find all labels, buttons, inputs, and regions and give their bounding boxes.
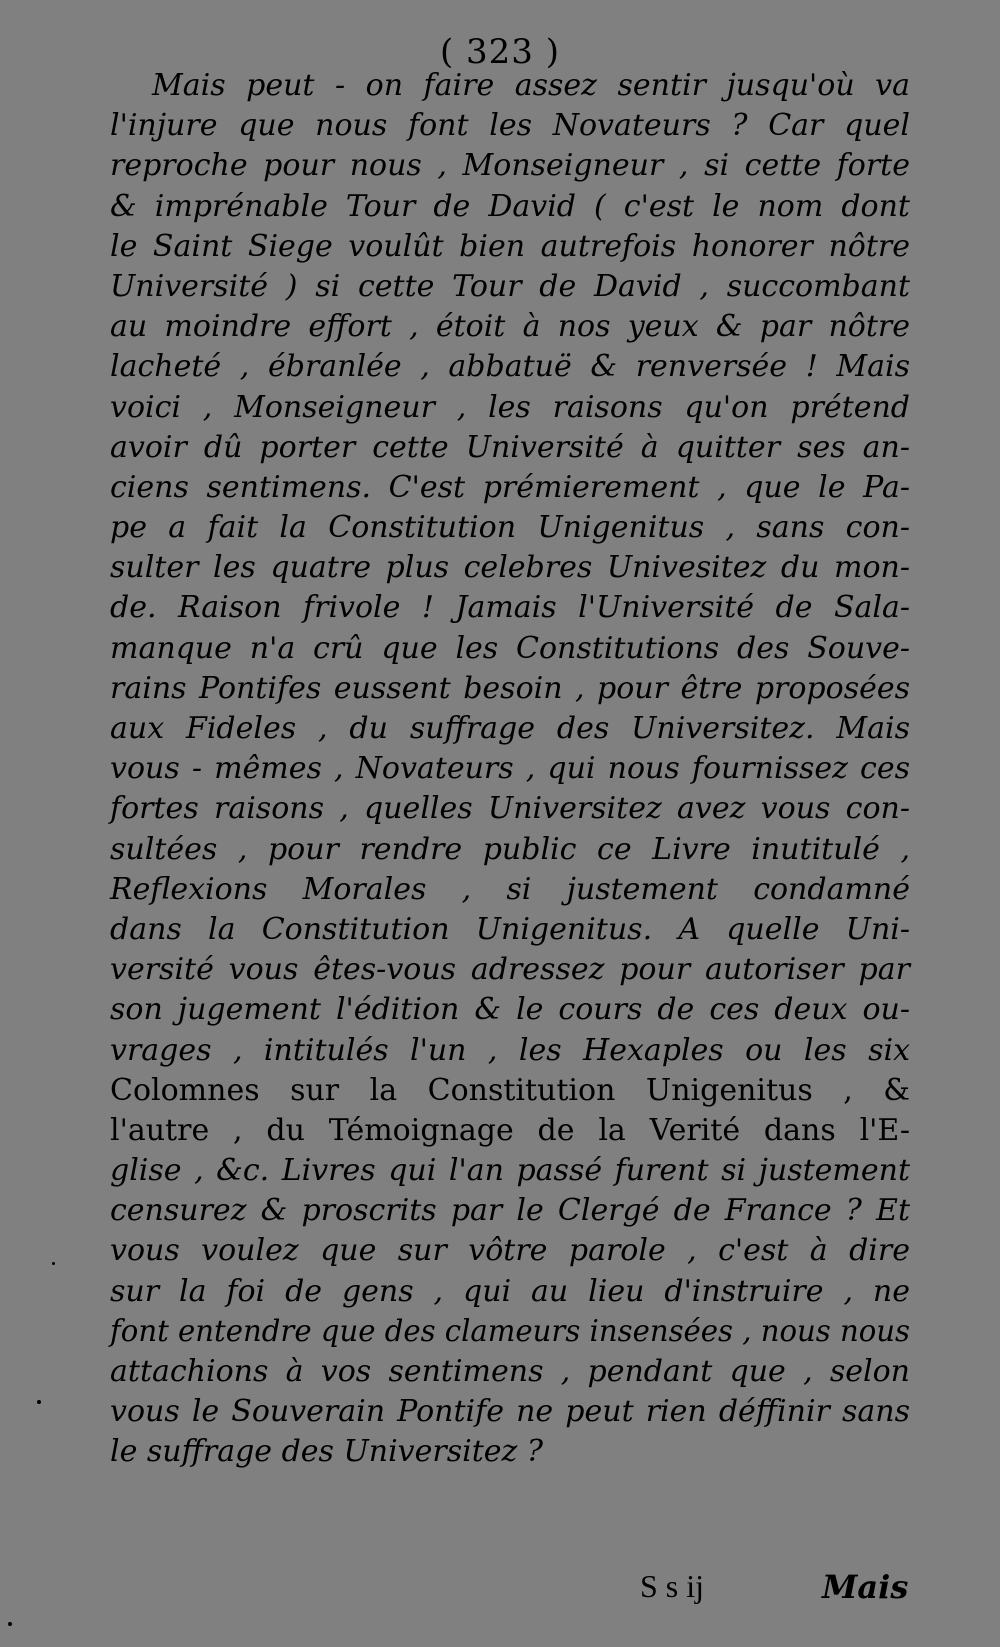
text-line: de. Raison frivole ! Jamais l'Université de Sala-: [110, 590, 910, 626]
text-line: attachions à vos sentimens , pendant que , selon: [110, 1354, 910, 1389]
text-line: au moindre effort , étoit à nos yeux & par nôtre: [110, 309, 910, 345]
text-line: pe a fait la Constitution Unigenitus , sans con-: [110, 510, 910, 546]
text-line: lacheté , ébranlée , abbatuë & renversée ! Mais: [110, 349, 910, 385]
text-line: le suffrage des Universitez ?: [110, 1434, 543, 1470]
text-line: son jugement l'édition & le cours de ces deux ou-: [110, 992, 910, 1028]
text-line: glise , &c. Livres qui l'an passé furent si justement: [110, 1153, 910, 1189]
ink-speck: [37, 1400, 41, 1404]
text-line: versité vous êtes-vous adressez pour autoriser par: [110, 952, 910, 988]
text-line: reproche pour nous , Monseigneur , si cette forte: [110, 148, 910, 184]
text-line: sulter les quatre plus celebres Univesitez du mon-: [110, 550, 910, 586]
text-line: fortes raisons , quelles Universitez avez vous con-: [110, 791, 910, 827]
text-line: aux Fideles , du suffrage des Universitez. Mais: [110, 711, 910, 746]
text-line: Mais peut - on faire assez sentir jusqu'où va: [152, 68, 910, 103]
page-footer: [0, 1568, 1000, 1618]
text-line: Université ) si cette Tour de David , succombant: [110, 268, 910, 304]
text-line: censurez & proscrits par le Clergé de France ? Et: [110, 1193, 910, 1229]
catchword: Mais: [822, 1568, 909, 1606]
text-line: Colomnes sur la Constitution Unigenitus , &: [110, 1072, 910, 1108]
text-line: vous - mêmes , Novateurs , qui nous fournissez ces: [110, 751, 910, 787]
text-line: font entendre que des clameurs insensées , nous nous: [110, 1313, 910, 1349]
ink-speck: [52, 1262, 55, 1265]
text-line: Reflexions Morales , si justement condamné: [110, 871, 910, 907]
text-line: vous le Souverain Pontife ne peut rien déffinir sans: [110, 1394, 910, 1430]
text-line: manque n'a crû que les Constitutions des Souve-: [110, 630, 910, 666]
ink-speck: [8, 1622, 12, 1626]
text-line: sur la foi de gens , qui au lieu d'instruire , ne: [110, 1273, 910, 1309]
text-line: vous voulez que sur vôtre parole , c'est à dire: [110, 1233, 910, 1269]
text-line: l'autre , du Témoignage de la Verité dans l'E-: [110, 1112, 910, 1148]
text-line: le Saint Siege voulût bien autrefois honorer nôtre: [110, 228, 910, 264]
text-line: sultées , pour rendre public ce Livre inutitulé ,: [110, 831, 910, 867]
text-line: ciens sentimens. C'est prémierement , que le Pa-: [110, 469, 910, 505]
signature-mark: S s ij: [640, 1568, 705, 1604]
text-line: l'injure que nous font les Novateurs ? Car quel: [110, 108, 910, 144]
text-line: & imprénable Tour de David ( c'est le nom dont: [110, 188, 910, 224]
body-text: [110, 66, 910, 1473]
text-line: vrages , intitulés l'un , les Hexaples ou les six: [110, 1032, 910, 1068]
text-line: voici , Monseigneur , les raisons qu'on prétend: [110, 389, 910, 425]
page-number: ( 323 ): [439, 32, 561, 72]
text-line: dans la Constitution Unigenitus. A quelle Uni-: [110, 911, 910, 947]
text-line: avoir dû porter cette Université à quitter ses an-: [110, 429, 910, 465]
text-line: rains Pontifes eussent besoin , pour être proposées: [110, 670, 910, 706]
